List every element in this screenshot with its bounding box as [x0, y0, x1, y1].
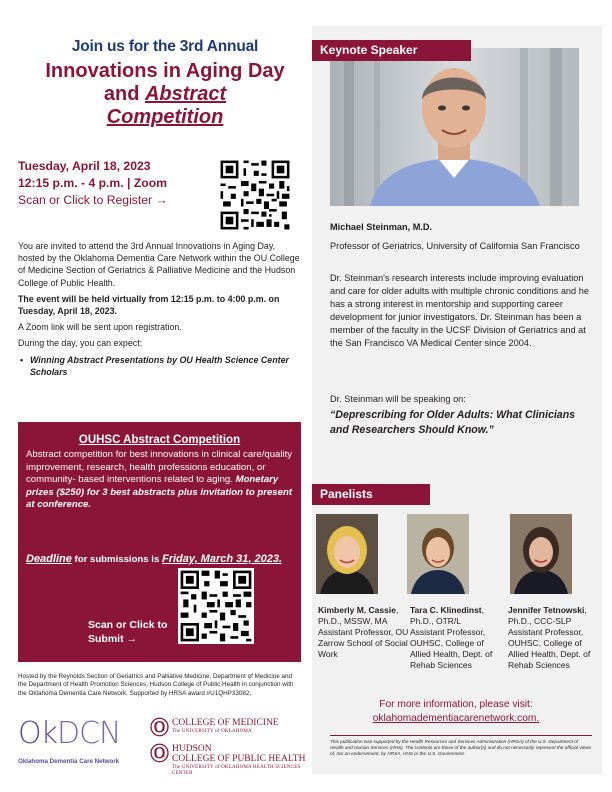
panelists-bar: Panelists	[312, 484, 430, 505]
hudson-name-2: COLLEGE OF PUBLIC HEALTH	[172, 754, 306, 764]
ou-icon: Ⓞ	[150, 744, 170, 765]
panelist-photo	[407, 514, 469, 594]
ou-icon: Ⓞ	[150, 718, 170, 739]
com-name: COLLEGE OF MEDICINE	[172, 718, 279, 728]
submit-qr-code[interactable]	[178, 568, 254, 644]
speaking-on-label: Dr. Steinman will be speaking on:	[330, 394, 466, 404]
deadline-date: Friday, March 31, 2023.	[161, 553, 283, 565]
title-and: and	[103, 83, 145, 105]
panelist-name: Jennifer Tetnowski	[508, 605, 585, 615]
list-item: • Winning Abstract Presentations by OU Health Science Center Scholars	[18, 354, 302, 378]
panelist-portrait-icon	[407, 514, 469, 594]
okdcn-logo	[18, 716, 138, 774]
panelist-role: Assistant Professor, OU Zarrow School of Social Work	[318, 627, 409, 659]
abstract-body-text: Abstract competition for best innovations in clinical care/quality improvement, research, health professions education, or community- based interventions related to aging.	[26, 449, 293, 485]
talk-title: “Deprescribing for Older Adults: What Clinicians and Researchers Should Know.”	[330, 409, 576, 436]
deadline-text	[26, 552, 296, 567]
panelist-role: Assistant Professor, OUHSC, College of Allied Health, Dept. of Rehab Sciences	[508, 627, 591, 670]
abstract-heading: OUHSC Abstract Competition	[78, 434, 241, 446]
panelist-caption	[410, 605, 502, 671]
register-link[interactable]: Scan or Click to Register →	[18, 193, 168, 207]
event-time: 12:15 p.m. - 4 p.m. | Zoom	[18, 176, 168, 190]
title-competition: Competition	[106, 106, 224, 128]
abstract-prize-text: Monetary prizes ($250) for 3 best abstracts plus invitation to present at conference.	[26, 474, 293, 510]
disclaimer-text: This publication was supported by the Health Resources and Services Administration (HRSA) of the U.S. Department of Health and Human Services (HHS). The contents are those of the author(s) and do not necessarily represent the official views of, nor an endorsement, by HRSA, HHS or the U.S. Government.	[330, 739, 592, 756]
college-of-medicine-logo	[150, 718, 310, 740]
abstract-body	[26, 449, 296, 512]
intro-zoom-paragraph: A Zoom link will be sent upon registration.	[18, 322, 182, 333]
expect-list	[18, 354, 302, 378]
speaker-name: Michael Steinman, M.D.	[330, 222, 433, 232]
okdcn-ok: Ok	[18, 716, 57, 751]
event-date: Tuesday, April 18, 2023	[18, 159, 151, 173]
hudson-logo	[150, 744, 310, 774]
intro-time-paragraph: The event will be held virtually from 12:15 p.m. to 4:00 p.m. on Tuesday, April 18, 2023.	[18, 293, 280, 317]
keynote-speaker-bar: Keynote Speaker	[312, 40, 471, 61]
abstract-competition-box	[18, 422, 301, 662]
qr-icon	[218, 158, 292, 232]
speaker-photo	[330, 48, 579, 206]
hudson-name-1: HUDSON	[172, 744, 212, 754]
intro-paragraph: You are invited to attend the 3rd Annual Innovations in Aging Day, hosted by the Oklahoma Dementia Care Network within the OU College of Medicine Section of Geriatrics & Palliative Medicine and the Hudson College of Public Health.	[18, 241, 300, 288]
deadline-word: Deadline	[26, 553, 72, 565]
panelist-portrait-icon	[316, 514, 378, 594]
title-line-1: Innovations in Aging Day	[45, 60, 285, 82]
com-sub: The UNIVERSITY of OKLAHOMA	[172, 729, 252, 734]
panelist-portrait-icon	[510, 514, 572, 594]
speaker-title: Professor of Geriatrics, University of California San Francisco	[330, 241, 580, 251]
deadline-mid: for submissions is	[71, 554, 162, 565]
panelist-photo	[510, 514, 572, 594]
title-abstract: Abstract	[144, 83, 227, 105]
speaker-bio: Dr. Steinman's research interests include improving evaluation and care for older adults with multiple chronic conditions and he has a strong interest in mentorship and supporting career development for junior investigators. Dr. Steinman has been a member of the faculty in the UCSF Division of Geriatrics and at the San Francisco VA Medical Center since 2004.	[330, 273, 589, 348]
divider	[330, 735, 592, 736]
speaker-portrait-icon	[330, 48, 579, 206]
panelist-credentials: , Ph.D., CCC-SLP	[508, 605, 587, 626]
hudson-sub: The UNIVERSITY of OKLAHOMA HEALTH SCIENCES CENTER	[172, 765, 301, 776]
panelist-photo	[316, 514, 378, 594]
panelist-name: Kimberly M. Cassie	[318, 605, 396, 615]
okdcn-dcn: DCN	[57, 716, 121, 751]
submit-link[interactable]: Scan or Click to Submit →	[88, 619, 168, 645]
panelist-role: Assistant Professor, OUHSC, College of Allied Health, Dept. of Rehab Sciences	[410, 627, 493, 670]
website-link[interactable]: oklahomadementiacarenetwork.com.	[372, 712, 540, 724]
panelist-caption	[508, 605, 600, 671]
hosted-by-text: Hosted by the Reynolds Section of Geriatrics and Palliative Medicine, Department of Medicine and the Department of Health Promotion Sciences, Hudson College of Public Health in conjunction with the Oklahoma Dementia Care Network. Supported by HRSA award #U1QHP33082.	[18, 673, 294, 697]
panelist-credentials: , Ph.D., OTR/L	[410, 605, 485, 626]
more-info	[318, 698, 594, 725]
title-line-2	[18, 83, 312, 106]
okdcn-subtitle: Oklahoma Dementia Care Network	[18, 758, 120, 765]
qr-icon	[178, 568, 254, 644]
intro-text	[18, 240, 302, 378]
join-line: Join us for the 3rd Annual	[71, 38, 259, 55]
okdcn-wordmark	[18, 716, 121, 751]
panelist-credentials: , Ph.D., MSSW, MA	[318, 605, 399, 626]
ou-logos	[150, 718, 310, 778]
panelist-name: Tara C. Klinedinst	[410, 605, 482, 615]
intro-expect-paragraph: During the day, you can expect:	[18, 338, 143, 349]
register-qr-code[interactable]	[218, 158, 292, 232]
event-info	[18, 158, 218, 209]
page-title	[18, 60, 312, 129]
more-info-line: For more information, please visit:	[379, 699, 533, 710]
panelist-caption	[318, 605, 410, 660]
